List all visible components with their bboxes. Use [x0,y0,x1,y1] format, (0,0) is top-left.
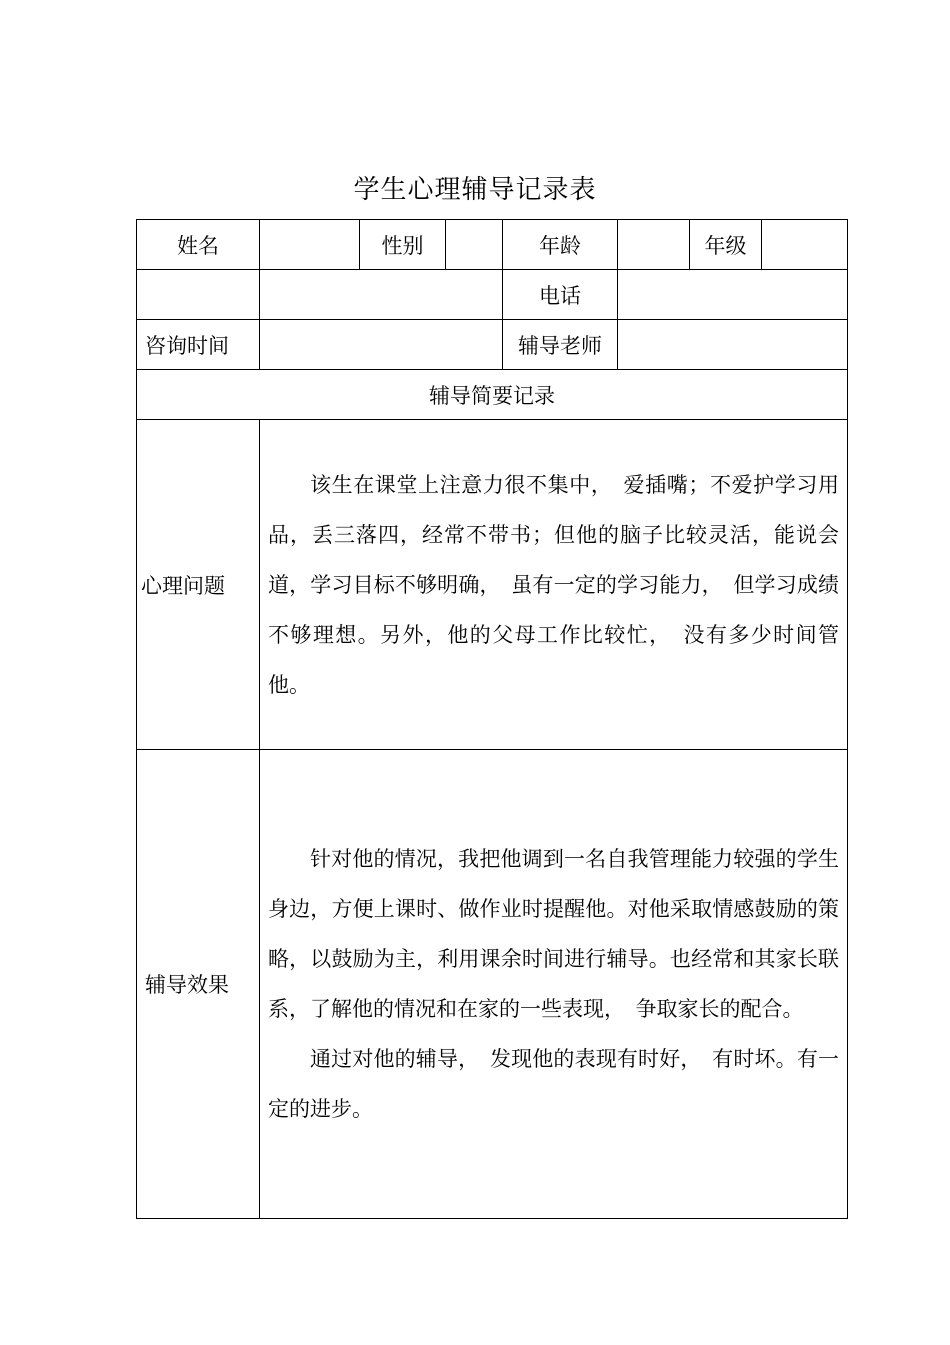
effect-paragraph: 针对他的情况，我把他调到一名自我管理能力较强的学生身边，方便上课时、做作业时提醒他。对他采取情感鼓励的策略，以鼓励为主，利用课余时间进行辅导。也经常和其家长联系，了解他的情况和在家的一些表现， 争取家长的配合。 [268,847,839,1021]
name-field[interactable] [260,220,360,270]
age-field[interactable] [618,220,690,270]
table-row-consult [137,320,848,370]
table-row-phone [137,270,848,320]
counselor-field[interactable] [618,320,848,370]
consult-time-field[interactable] [260,320,503,370]
effect-label: 辅导效果 [137,750,260,1219]
name-label: 姓名 [137,220,260,270]
row2-field[interactable] [260,270,503,320]
grade-field[interactable] [762,220,848,270]
grade-label: 年级 [690,220,762,270]
row2-label [137,270,260,320]
effect-paragraph: 通过对他的辅导， 发现他的表现有时好， 有时坏。有一定的进步。 [268,1047,839,1121]
effect-content[interactable] [260,750,848,1219]
consult-time-label: 咨询时间 [137,320,260,370]
problem-label: 心理问题 [137,420,260,750]
table-row-section-header [137,370,848,420]
effect-text [260,834,847,1134]
table-row-problem [137,420,848,750]
gender-field[interactable] [446,220,503,270]
phone-label: 电话 [503,270,618,320]
counseling-record-table [136,219,848,1219]
table-row-effect [137,750,848,1219]
age-label: 年龄 [503,220,618,270]
problem-content[interactable] [260,420,848,750]
section-header: 辅导简要记录 [137,370,848,420]
problem-text [260,460,847,710]
phone-field[interactable] [618,270,848,320]
counselor-label: 辅导老师 [503,320,618,370]
table-row-basic-info [137,220,848,270]
document-title: 学生心理辅导记录表 [353,175,597,205]
gender-label: 性别 [360,220,446,270]
problem-paragraph: 该生在课堂上注意力很不集中， 爱插嘴；不爱护学习用品，丢三落四，经常不带书；但他的脑子比较灵活，能说会道，学习目标不够明确， 虽有一定的学习能力， 但学习成绩不够理想。另外，他的父母工作比较忙， 没有多少时间管他。 [268,472,839,697]
